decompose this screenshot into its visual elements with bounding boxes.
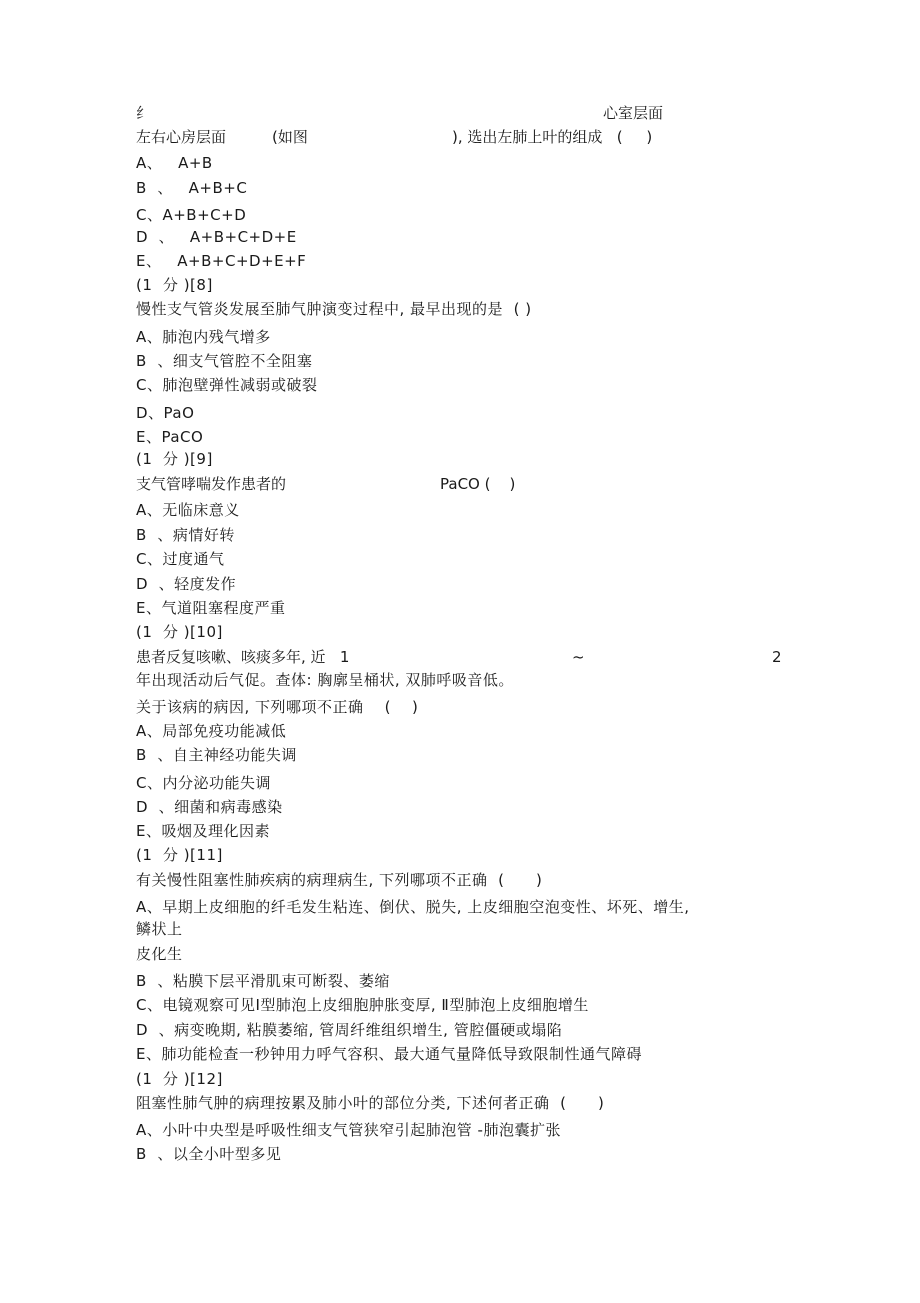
q12-option-a: A、小叶中央型是呼吸性细支气管狭窄引起肺泡管 -肺泡囊扩张 xyxy=(136,1121,561,1139)
q10-case-part2: ~ xyxy=(572,648,585,666)
q9-stem-part2: PaCO ( ) xyxy=(440,475,516,493)
q11-stem: 有关慢性阻塞性肺疾病的病理病生, 下列哪项不正确 ( ) xyxy=(136,871,543,889)
q11-option-a-line3: 皮化生 xyxy=(136,945,183,963)
q9-option-b: B 、病情好转 xyxy=(136,526,235,544)
q11-option-e: E、肺功能检查一秒钟用力呼气容积、最大通气量降低导致限制性通气障碍 xyxy=(136,1045,642,1063)
q8-option-e: E、PaCO xyxy=(136,428,204,446)
q12-meta: (1 分 )[12] xyxy=(136,1070,223,1088)
q10-case-part1: 患者反复咳嗽、咳痰多年, 近 1 xyxy=(136,648,350,666)
q9-option-a: A、无临床意义 xyxy=(136,501,240,519)
q7-option-b: B 、 A+B+C xyxy=(136,179,248,197)
q12-stem: 阻塞性肺气肿的病理按累及肺小叶的部位分类, 下述何者正确 ( ) xyxy=(136,1094,605,1112)
q7-stem-part3: ), 选出左肺上叶的组成 ( ) xyxy=(452,128,653,146)
q9-meta: (1 分 )[9] xyxy=(136,450,213,468)
q11-meta: (1 分 )[11] xyxy=(136,846,223,864)
q11-option-a-line1: A、早期上皮细胞的纤毛发生粘连、倒伏、脱失, 上皮细胞空泡变性、坏死、增生, xyxy=(136,898,690,916)
q7-option-a: A、 A+B xyxy=(136,154,213,172)
q7-option-d: D 、 A+B+C+D+E xyxy=(136,228,297,246)
q12-option-b: B 、以全小叶型多见 xyxy=(136,1145,282,1163)
q7-option-c: C、A+B+C+D xyxy=(136,206,247,224)
q11-option-c: C、电镜观察可见Ⅰ型肺泡上皮细胞肿胀变厚, Ⅱ型肺泡上皮细胞增生 xyxy=(136,996,589,1014)
q10-option-a: A、局部免疫功能减低 xyxy=(136,722,287,740)
q10-stem: 关于该病的病因, 下列哪项不正确 ( ) xyxy=(136,698,419,716)
q10-case-part3: 2 xyxy=(772,648,782,666)
q7-option-e: E、 A+B+C+D+E+F xyxy=(136,252,307,270)
q8-option-b: B 、细支气管腔不全阻塞 xyxy=(136,352,313,370)
q8-option-a: A、肺泡内残气增多 xyxy=(136,328,271,346)
q11-option-a-line2: 鳞状上 xyxy=(136,920,183,938)
q8-stem: 慢性支气管炎发展至肺气肿演变过程中, 最早出现的是 ( ) xyxy=(136,300,532,318)
q7-stem-part1: 左右心房层面 xyxy=(136,128,227,146)
q10-option-d: D 、细菌和病毒感染 xyxy=(136,798,283,816)
q10-meta: (1 分 )[10] xyxy=(136,623,223,641)
q11-option-b: B 、粘膜下层平滑肌束可断裂、萎缩 xyxy=(136,972,390,990)
q10-option-e: E、吸烟及理化因素 xyxy=(136,822,270,840)
q8-meta: (1 分 )[8] xyxy=(136,276,213,294)
q9-option-c: C、过度通气 xyxy=(136,550,225,568)
q7-stem-part2: (如图 xyxy=(272,128,308,146)
q8-option-d: D、PaO xyxy=(136,404,195,422)
q11-option-d: D 、病变晚期, 粘膜萎缩, 管周纤维组织增生, 管腔僵硬或塌陷 xyxy=(136,1021,563,1039)
q9-option-d: D 、轻度发作 xyxy=(136,575,237,593)
header-fragment-right: 心室层面 xyxy=(603,104,664,122)
q9-option-e: E、气道阻塞程度严重 xyxy=(136,599,286,617)
q10-option-b: B 、自主神经功能失调 xyxy=(136,746,297,764)
q10-case-line2: 年出现活动后气促。查体: 胸廓呈桶状, 双肺呼吸音低。 xyxy=(136,671,514,689)
q8-option-c: C、肺泡壁弹性减弱或破裂 xyxy=(136,376,318,394)
header-fragment-left: 纟 xyxy=(136,104,152,122)
q10-option-c: C、内分泌功能失调 xyxy=(136,774,271,792)
q9-stem-part1: 支气管哮喘发作患者的 xyxy=(136,475,287,493)
